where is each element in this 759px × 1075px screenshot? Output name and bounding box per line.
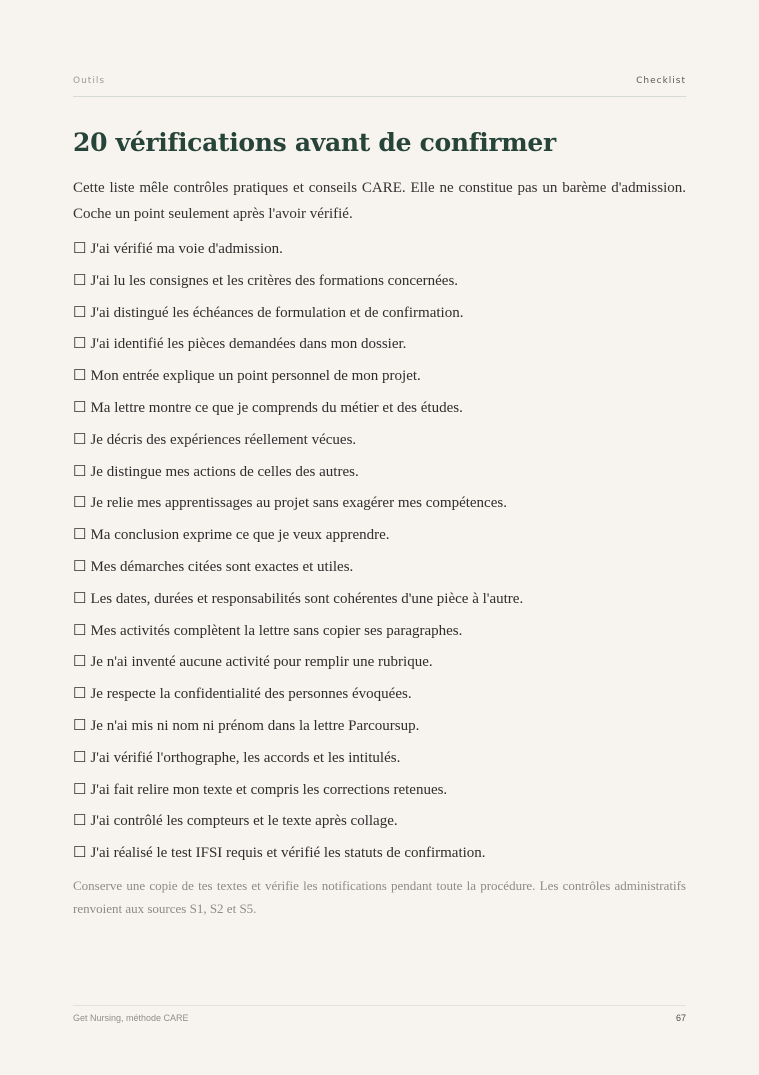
checkbox-icon[interactable]: ☐ [73, 686, 87, 703]
checkbox-icon[interactable]: ☐ [73, 272, 87, 289]
checklist-item [73, 266, 686, 298]
checklist-item-label: J'ai identifié les pièces demandées dans mon dossier. [90, 336, 407, 353]
checklist-item [73, 775, 686, 807]
checkbox-icon[interactable]: ☐ [73, 463, 87, 480]
checklist-item [73, 329, 686, 361]
checklist-item [73, 361, 686, 393]
page-header [73, 76, 686, 97]
checklist-item-label: Ma conclusion exprime ce que je veux apprendre. [90, 527, 390, 544]
intro-paragraph: Cette liste mêle contrôles pratiques et conseils CARE. Elle ne constitue pas un barème d'admission. Coche un point seulement après l'avoir vérifié. [73, 180, 686, 222]
checklist-item [73, 457, 686, 489]
checklist-item-label: J'ai vérifié l'orthographe, les accords et les intitulés. [90, 749, 401, 766]
checklist-item-label: Je relie mes apprentissages au projet sans exagérer mes compétences. [90, 495, 507, 512]
checkbox-icon[interactable]: ☐ [73, 399, 87, 416]
checklist-item-label: J'ai réalisé le test IFSI requis et vérifié les statuts de confirmation. [90, 845, 486, 862]
checklist-item-label: Mes activités complètent la lettre sans copier ses paragraphes. [90, 622, 463, 639]
checkbox-icon[interactable]: ☐ [73, 527, 87, 544]
checklist-item-label: J'ai contrôlé les compteurs et le texte après collage. [90, 813, 398, 830]
checklist-item-label: Je décris des expériences réellement vécues. [90, 431, 357, 448]
checklist-item [73, 552, 686, 584]
checklist-item [73, 838, 686, 870]
checklist-item [73, 425, 686, 457]
checklist-item-label: Je n'ai inventé aucune activité pour remplir une rubrique. [90, 654, 433, 671]
checklist-item [73, 488, 686, 520]
checkbox-icon[interactable]: ☐ [73, 813, 87, 830]
checklist-item-label: J'ai fait relire mon texte et compris les corrections retenues. [90, 781, 448, 798]
checklist-item [73, 806, 686, 838]
page-footer [73, 1005, 686, 1023]
checkbox-icon[interactable]: ☐ [73, 654, 87, 671]
checklist-item-label: Mon entrée explique un point personnel de mon projet. [90, 368, 421, 385]
checklist-item [73, 234, 686, 266]
checklist-item [73, 679, 686, 711]
checkbox-icon[interactable]: ☐ [73, 368, 87, 385]
page-number: 67 [675, 1013, 686, 1023]
header-section: Outils [73, 76, 106, 86]
checklist-item [73, 647, 686, 679]
checklist-item-label: Mes démarches citées sont exactes et utiles. [90, 558, 354, 575]
checkbox-icon[interactable]: ☐ [73, 431, 87, 448]
checklist-item [73, 584, 686, 616]
checklist-item-label: J'ai vérifié ma voie d'admission. [90, 241, 283, 257]
checkbox-icon[interactable]: ☐ [73, 590, 87, 607]
checklist-item [73, 616, 686, 648]
footer-book-title: Get Nursing, méthode CARE [73, 1013, 189, 1023]
checkbox-icon[interactable]: ☐ [73, 241, 87, 257]
checklist-item [73, 743, 686, 775]
checklist-item [73, 520, 686, 552]
checklist-item-label: Je distingue mes actions de celles des autres. [90, 463, 359, 480]
checklist-item-label: J'ai lu les consignes et les critères des formations concernées. [90, 272, 459, 289]
checklist-item-label: Je respecte la confidentialité des personnes évoquées. [90, 686, 412, 703]
checklist-item-label: Ma lettre montre ce que je comprends du métier et des études. [90, 399, 463, 416]
checklist-item [73, 711, 686, 743]
checkbox-icon[interactable]: ☐ [73, 781, 87, 798]
checkbox-icon[interactable]: ☐ [73, 304, 87, 321]
checkbox-icon[interactable]: ☐ [73, 495, 87, 512]
page-title: 20 vérifications avant de confirmer [73, 128, 556, 157]
checklist-item-label: J'ai distingué les échéances de formulation et de confirmation. [90, 304, 464, 321]
checklist [73, 234, 686, 870]
footnote: Conserve une copie de tes textes et vérifie les notifications pendant toute la procédure. Les contrôles administratifs renvoient aux sources S1, S2 et S5. [73, 878, 686, 916]
checkbox-icon[interactable]: ☐ [73, 749, 87, 766]
header-label: Checklist [636, 76, 686, 86]
checklist-item [73, 393, 686, 425]
checkbox-icon[interactable]: ☐ [73, 336, 87, 353]
checklist-item [73, 298, 686, 330]
checkbox-icon[interactable]: ☐ [73, 717, 87, 734]
checklist-item-label: Les dates, durées et responsabilités sont cohérentes d'une pièce à l'autre. [90, 590, 524, 607]
checkbox-icon[interactable]: ☐ [73, 845, 87, 862]
checklist-item-label: Je n'ai mis ni nom ni prénom dans la lettre Parcoursup. [90, 717, 420, 734]
checkbox-icon[interactable]: ☐ [73, 558, 87, 575]
checkbox-icon[interactable]: ☐ [73, 622, 87, 639]
